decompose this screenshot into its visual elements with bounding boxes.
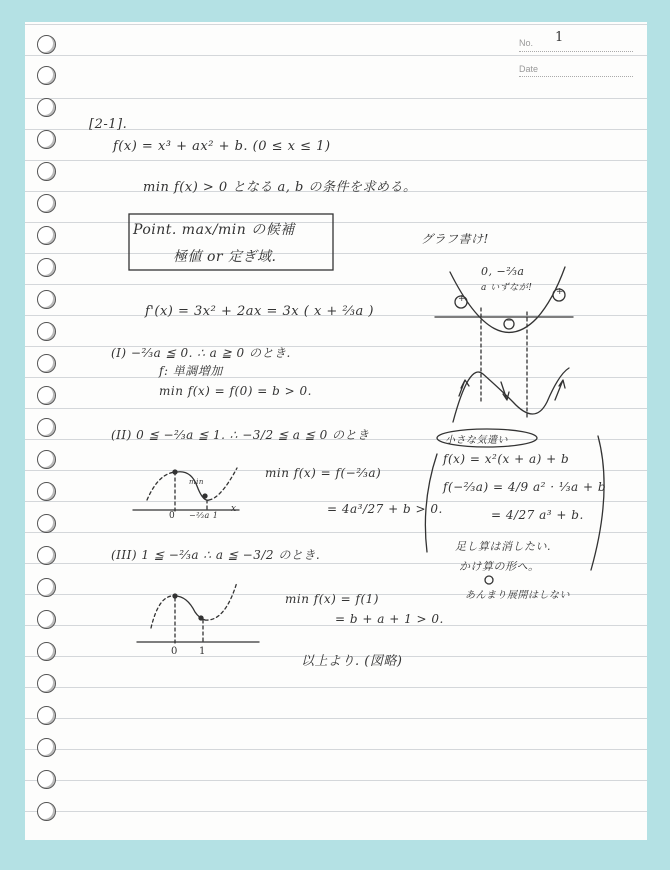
case3-result: = b + a + 1 > 0.	[335, 612, 444, 626]
derivative-line: f'(x) = 3x² + 2ax = 3x ( x + ⅔a )	[145, 304, 374, 319]
tip-title: 小さな気遣い	[445, 435, 508, 446]
no-label: No.	[519, 38, 534, 48]
tip-line-5: かけ算の形へ。	[459, 560, 540, 573]
tip-bracket-right	[591, 436, 604, 570]
case3-axis-one: 1	[199, 646, 206, 657]
tip-line-4: 足し算は消したい.	[455, 540, 551, 553]
sketch-min-label: min	[189, 478, 204, 486]
case2-axis-zero: 0	[169, 511, 176, 521]
case2-result: = 4a³/27 + b > 0.	[327, 502, 443, 516]
conclusion: 以上より. (図略)	[301, 654, 403, 669]
sign-plus-right: +	[556, 287, 565, 297]
graph-note: グラフ書け!	[421, 232, 489, 246]
graph-label-sub: a いずなが!	[481, 283, 533, 293]
tip-marker	[485, 576, 493, 584]
problem-number: [2-1].	[89, 117, 128, 132]
case2-axis-crit: −⅔a 1	[189, 511, 219, 520]
case1-monotonic: f: 単調増加	[159, 364, 223, 378]
case3-condition: (III) 1 ≦ −⅔a ∴ a ≦ −3/2 のとき.	[111, 548, 321, 562]
point-line-1: Point. max/min の候補	[133, 222, 295, 238]
tip-line-2: f(−⅔a) = 4/9 a² · ⅓a + b	[443, 480, 607, 494]
tip-line-1: f(x) = x²(x + a) + b	[443, 452, 570, 466]
case3-sketch	[137, 582, 259, 644]
case2-sketch	[133, 468, 239, 512]
case2-axis-x: x	[231, 504, 237, 514]
notebook-page	[25, 22, 647, 840]
point-line-2: 極値 or 定ぎ域.	[173, 249, 277, 265]
case2-min: min f(x) = f(−⅔a)	[265, 466, 382, 480]
condition-statement: min f(x) > 0 となる a, b の条件を求める。	[143, 180, 417, 195]
function-definition: f(x) = x³ + ax² + b. (0 ≤ x ≤ 1)	[113, 139, 331, 154]
sign-minus: −	[506, 316, 515, 326]
case1-condition: (I) −⅔a ≦ 0. ∴ a ≧ 0 のとき.	[111, 346, 291, 360]
case2-condition: (II) 0 ≦ −⅔a ≦ 1. ∴ −3/2 ≦ a ≦ 0 のとき	[111, 428, 370, 442]
tip-line-6: あんまり展開はしない	[465, 590, 570, 601]
date-label: Date	[519, 64, 539, 74]
case3-axis-zero: 0	[171, 646, 178, 657]
case3-min: min f(x) = f(1)	[285, 592, 379, 606]
tip-line-3: = 4/27 a³ + b.	[491, 508, 584, 522]
page-number: 1	[555, 30, 564, 45]
cubic-sketch	[453, 368, 569, 422]
sign-plus-left: +	[458, 294, 467, 304]
graph-label-top: 0, −⅔a	[481, 265, 525, 278]
case1-min: min f(x) = f(0) = b > 0.	[159, 384, 312, 398]
